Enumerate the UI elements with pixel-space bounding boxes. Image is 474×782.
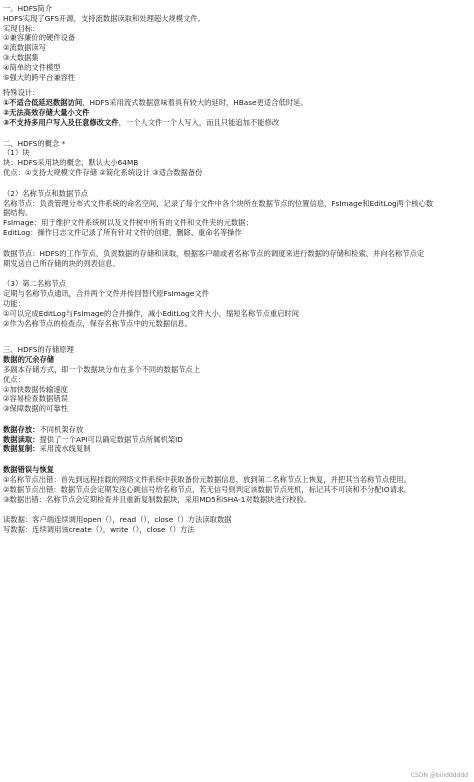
list-item: ②无法高效存储大量小文件 [3, 107, 90, 117]
bold-text: 数据存放： [3, 424, 40, 434]
bold-text: ①不适合低延迟数据访问 [3, 98, 83, 108]
bold-text: 数据读取： [3, 434, 40, 444]
list-item: ②流数据读写 [3, 43, 47, 53]
list-item: ②容易检查数据错误 [3, 394, 68, 404]
list-item: ②数据节点出错：数据节点会定期发送心跳信号给名称节点，若无信号则判定该数据节点死机，标记其不可读和不分配IO请求。 [3, 484, 412, 494]
text: 不同机架存放 [39, 424, 84, 434]
section-heading: 一、HDFS简介 [3, 4, 52, 13]
paragraph: EditLog：操作日志文件记录了所有针对文件的创建、删除、重命名等操作 [3, 227, 242, 237]
text: 提供了一个API可以确定数据节点所属机架ID [39, 434, 183, 444]
paragraph [3, 444, 471, 454]
watermark: CSDN @bindddddd [410, 772, 468, 779]
text: 采用流水线复制 [39, 444, 91, 454]
subheading: （1）块 [3, 148, 30, 158]
text: ，一个人文件一个人写入，而且只能追加不能修改 [118, 117, 280, 127]
bold-text: 数据复制： [3, 444, 40, 454]
list-item: ③数据出错：名称节点会定期检查并且重新复制数据块，采用MD5和SHA-1对数据块进行校验。 [3, 494, 312, 504]
list-item: ⑤强大的跨平台兼容性 [3, 72, 76, 82]
paragraph: 写数据：连续调用该create（），write（），close（）方法 [3, 525, 195, 535]
paragraph: 期发送自己所存储的块的列表信息。 [3, 258, 120, 268]
section-heading: 三、HDFS的存储原理 [3, 345, 74, 355]
paragraph: 据结构。 [3, 208, 33, 218]
paragraph: 名称节点：负责管理分布式文件系统的命名空间，记录了每个文件中各个块所在数据节点的位置信息，FsImage和EditLog两个核心数 [3, 198, 434, 208]
text: ，HDFS采用流式数据意味着具有较大的延时，HBase更适合低时延。 [82, 98, 308, 108]
list-item [3, 98, 471, 108]
label: 优点： [3, 374, 25, 384]
bold-text: ③不支持多用户写入及任意修改文件 [3, 117, 119, 127]
list-item: ①名称节点出错：首先到远程挂载的网络文件系统中获取备份元数据信息，放到第二名称节点上恢复，并把其当名称节点使用。 [3, 475, 411, 485]
subheading: 数据错误与恢复 [3, 465, 55, 475]
section-heading: 二、HDFS的概念 * [3, 138, 66, 148]
list-item: ①兼容廉价的硬件设备 [3, 33, 76, 43]
paragraph: 数据节点：HDFS的工作节点，负责数据的存储和读取，根据客户端或者名称节点的调度来进行数据的存储和检索，并向名称节点定 [3, 248, 425, 258]
paragraph: 块：HDFS采用块的概念，默认大小64MB [3, 158, 139, 168]
paragraph [3, 425, 471, 435]
paragraph [3, 435, 471, 445]
subheading: 数据的冗余存储 [3, 355, 55, 365]
list-item: ②作为名称节点的检查点，保存名称节点中的元数据信息。 [3, 318, 192, 328]
list-item [3, 118, 471, 128]
list-item: ①加快数据传输速度 [3, 384, 68, 394]
paragraph: 定期与名称节点通讯，合并两个文件并传回替代原FsImage文件 [3, 289, 209, 299]
paragraph: FsImage：用于维护文件系统树以及文件树中所有的文件和文件夹的元数据； [3, 218, 253, 228]
label: 实现目标： [3, 23, 40, 33]
paragraph: 读数据：客户端连续调用open（），read（），close（）方法读取数据 [3, 515, 232, 525]
paragraph: 优点：①支持大规模文件存储 ②简化系统设计 ③适合数据备份 [3, 167, 203, 177]
paragraph: 多副本存储方式，即一个数据块分布在多个不同的数据节点上 [3, 364, 201, 374]
subheading: （2）名称节点和数据节点 [3, 188, 88, 198]
paragraph: HDFS实现了GFS开源，支持流数据读取和处理超大规模文件。 [3, 13, 205, 23]
list-item: ①可以完成EditLog与FsImage的合并操作，减小EditLog文件大小，缩短名称节点重启时间 [3, 308, 300, 318]
label: 功能： [3, 298, 25, 308]
label: 特殊设计： [3, 88, 40, 98]
list-item: ③保障数据的可靠性 [3, 404, 68, 414]
list-item: ④简单的文件模型 [3, 62, 61, 72]
list-item: ③大数据集 [3, 52, 39, 62]
subheading: （3）第二名称节点 [3, 279, 67, 289]
